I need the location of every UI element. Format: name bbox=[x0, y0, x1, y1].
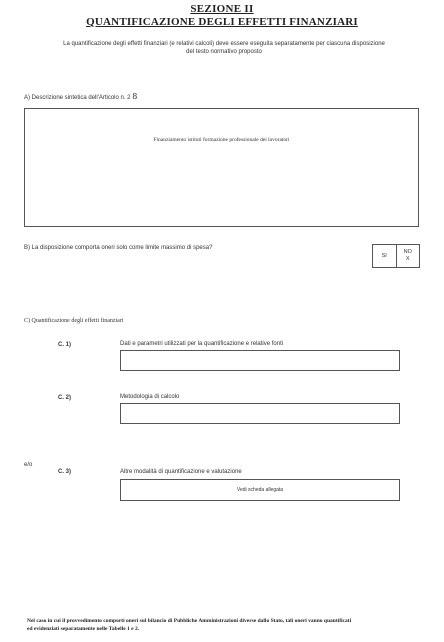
intro-line-2: del testo normativo proposto bbox=[186, 49, 262, 55]
section-b-question: B) La disposizione comporta oneri solo come limite massimo di spesa? bbox=[24, 245, 213, 251]
c3-label: Altre modalità di quantificazione e valutazione bbox=[120, 469, 242, 475]
no-label: NO bbox=[403, 249, 412, 255]
and-or-connector: e/o bbox=[24, 462, 33, 468]
section-subtitle: QUANTIFICAZIONE DEGLI EFFETTI FINANZIARI bbox=[86, 16, 358, 28]
c2-label: Metodologia di calcolo bbox=[120, 394, 180, 400]
c3-number: C. 3) bbox=[58, 469, 72, 475]
intro-text bbox=[24, 40, 424, 56]
section-a-label-text: A) Descrizione sintetica dell'Articolo n. 2 bbox=[24, 95, 131, 101]
footer-line-1: Nel caso in cui il provvedimento comporti oneri sul bilancio di Pubbliche Amministrazioni diverse dallo Stato, tali oneri vanno quantificati bbox=[27, 618, 352, 624]
c2-input-box[interactable] bbox=[120, 403, 400, 424]
si-cell[interactable] bbox=[373, 245, 396, 267]
c2-number: C. 2) bbox=[58, 395, 72, 401]
section-c-heading: C) Quantificazione degli effetti finanziari bbox=[24, 318, 124, 324]
intro-line-1: La quantificazione degli effetti finanziari (e relativi calcoli) deve essere eseguita separatamente per ciascuna disposizione bbox=[63, 41, 385, 47]
no-cell[interactable] bbox=[396, 245, 420, 267]
section-a-label bbox=[24, 92, 137, 101]
c3-input-box[interactable] bbox=[120, 479, 400, 501]
c1-number: C. 1) bbox=[58, 342, 72, 348]
section-a-handwritten-mark: 8 bbox=[132, 92, 138, 101]
c3-box-text: Vedi scheda allegata bbox=[236, 487, 284, 493]
section-a-description-box bbox=[24, 108, 419, 227]
no-check-mark: X bbox=[405, 256, 410, 262]
c1-label: Dati e parametri utilizzati per la quantificazione e relative fonti bbox=[120, 341, 284, 347]
section-a-description-text: Finanziamento istituti formazione professionale dei lavoratori bbox=[153, 137, 290, 143]
footer-note bbox=[27, 617, 427, 633]
c1-input-box[interactable] bbox=[120, 350, 400, 371]
section-title: SEZIONE II bbox=[190, 3, 254, 15]
si-no-box bbox=[372, 244, 420, 268]
footer-line-2: ed evidenziati separatamente nelle Tabelle 1 e 2. bbox=[27, 626, 140, 632]
si-label: SI bbox=[381, 252, 387, 259]
